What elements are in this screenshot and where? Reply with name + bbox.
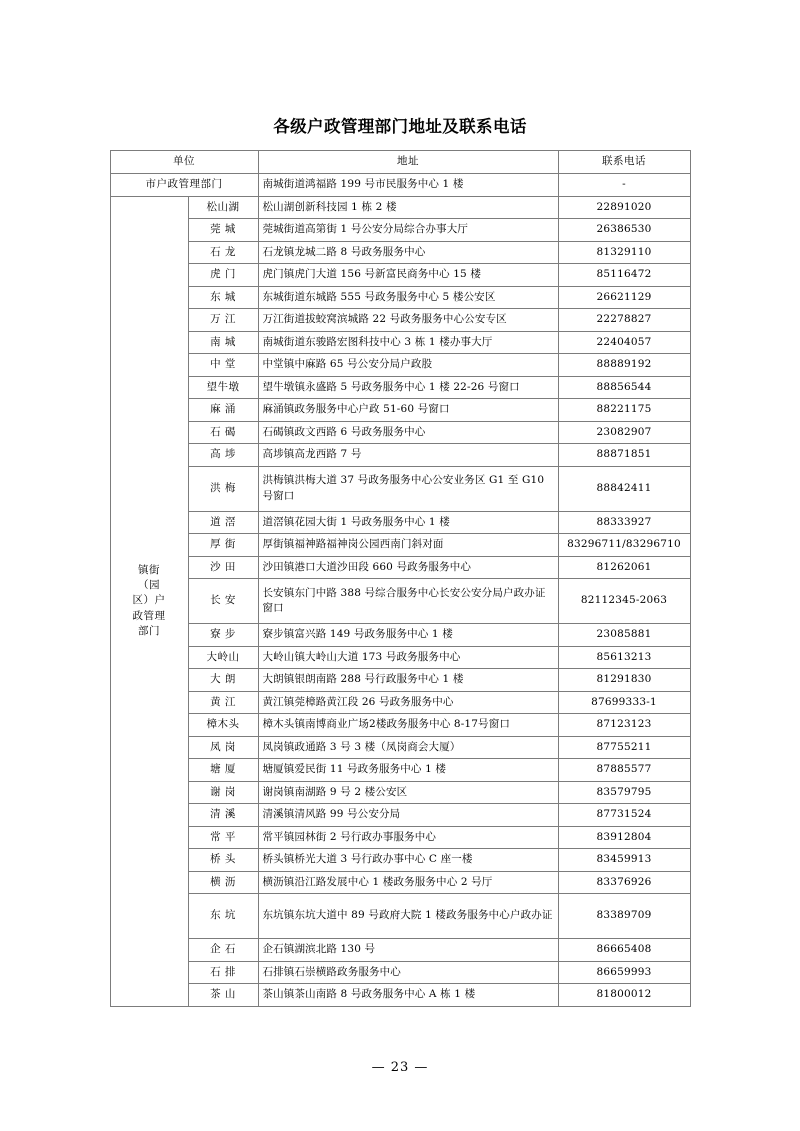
cell-town-name: 虎 门 [188,264,258,287]
cell-telephone: 88889192 [558,354,690,377]
cell-telephone: 23082907 [558,421,690,444]
cell-telephone: 83912804 [558,826,690,849]
cell-address-city: 南城街道鸿福路 199 号市民服务中心 1 楼 [258,174,558,197]
cell-town-name: 长 安 [188,579,258,624]
cell-address: 麻涌镇政务服务中心户政 51-60 号窗口 [258,399,558,422]
page-title: 各级户政管理部门地址及联系电话 [273,117,527,136]
cell-address: 石碣镇政文西路 6 号政务服务中心 [258,421,558,444]
cell-town-name: 谢 岗 [188,781,258,804]
cell-town-name: 洪 梅 [188,466,258,511]
cell-telephone: 26386530 [558,219,690,242]
cell-address: 大岭山镇大岭山大道 173 号政务服务中心 [258,646,558,669]
cell-town-name: 松山湖 [188,196,258,219]
cell-town-name: 清 溪 [188,804,258,827]
table-row [110,961,690,984]
cell-telephone: 23085881 [558,624,690,647]
cell-address: 茶山镇茶山南路 8 号政务服务中心 A 栋 1 楼 [258,984,558,1007]
cell-address: 松山湖创新科技园 1 栋 2 楼 [258,196,558,219]
cell-telephone: 88842411 [558,466,690,511]
cell-town-name: 望牛墩 [188,376,258,399]
cell-address: 凤岗镇政通路 3 号 3 楼（凤岗商会大厦） [258,736,558,759]
cell-telephone: 82112345-2063 [558,579,690,624]
cell-town-name: 沙 田 [188,556,258,579]
column-header-unit: 单位 [110,151,258,174]
cell-town-name: 石 排 [188,961,258,984]
table-row [110,759,690,782]
cell-telephone: 87731524 [558,804,690,827]
cell-town-name: 道 滘 [188,511,258,534]
table-row [110,781,690,804]
table-row [110,309,690,332]
column-header-address: 地址 [258,151,558,174]
cell-town-name: 高 埗 [188,444,258,467]
table-header [110,151,690,174]
table-row [110,849,690,872]
table-row [110,241,690,264]
table-row [110,826,690,849]
cell-telephone: 87699333-1 [558,691,690,714]
cell-town-name: 大 朗 [188,669,258,692]
unit-group-label: 镇街（园区）户政管理部门 [132,563,166,637]
cell-telephone: 88221175 [558,399,690,422]
cell-telephone: 86665408 [558,939,690,962]
table-row-city-level [110,174,690,197]
cell-telephone: 22891020 [558,196,690,219]
cell-telephone: 87123123 [558,714,690,737]
cell-telephone: 81262061 [558,556,690,579]
cell-telephone: 85116472 [558,264,690,287]
table-row [110,354,690,377]
cell-telephone: 88856544 [558,376,690,399]
table-row [110,646,690,669]
table-row [110,984,690,1007]
cell-town-name: 企 石 [188,939,258,962]
cell-town-name: 黄 江 [188,691,258,714]
table-body [110,174,690,1007]
table-row [110,376,690,399]
table-row [110,691,690,714]
table-row [110,444,690,467]
cell-telephone: 83459913 [558,849,690,872]
cell-town-name: 厚 街 [188,534,258,557]
cell-telephone: 83389709 [558,894,690,939]
cell-telephone: 81291830 [558,669,690,692]
cell-town-name: 万 江 [188,309,258,332]
cell-telephone: 26621129 [558,286,690,309]
cell-telephone: 85613213 [558,646,690,669]
cell-telephone: 88333927 [558,511,690,534]
cell-telephone: 22278827 [558,309,690,332]
cell-address: 望牛墩镇永盛路 5 号政务服务中心 1 楼 22-26 号窗口 [258,376,558,399]
table-row [110,894,690,939]
cell-address: 樟木头镇南博商业广场2楼政务服务中心 8-17号窗口 [258,714,558,737]
page-footer: — 23 — [371,1060,429,1075]
table-row [110,624,690,647]
cell-town-name: 大岭山 [188,646,258,669]
cell-address: 高埗镇高龙西路 7 号 [258,444,558,467]
cell-town-name: 中 堂 [188,354,258,377]
cell-address: 寮步镇富兴路 149 号政务服务中心 1 楼 [258,624,558,647]
cell-address: 东坑镇东坑大道中 89 号政府大院 1 楼政务服务中心户政办证 [258,894,558,939]
cell-address: 中堂镇中麻路 65 号公安分局户政股 [258,354,558,377]
table-row [110,804,690,827]
cell-town-name: 南 城 [188,331,258,354]
cell-telephone: 86659993 [558,961,690,984]
cell-telephone: 88871851 [558,444,690,467]
cell-unit-town-group [110,196,188,1006]
cell-address: 大朗镇银朗南路 288 号行政服务中心 1 楼 [258,669,558,692]
cell-address: 谢岗镇南湖路 9 号 2 楼公安区 [258,781,558,804]
cell-town-name: 凤 岗 [188,736,258,759]
table-row [110,399,690,422]
cell-address: 虎门镇虎门大道 156 号新富民商务中心 15 楼 [258,264,558,287]
cell-address: 厚街镇福神路福神岗公园西南门斜对面 [258,534,558,557]
cell-address: 常平镇园林街 2 号行政办事服务中心 [258,826,558,849]
household-registration-offices-table [110,150,691,1007]
cell-unit-city: 市户政管理部门 [110,174,258,197]
table-row [110,286,690,309]
cell-address: 沙田镇港口大道沙田段 660 号政务服务中心 [258,556,558,579]
cell-address: 万江街道拔蛟窝滨城路 22 号政务服务中心公安专区 [258,309,558,332]
cell-town-name: 石 龙 [188,241,258,264]
cell-telephone: 87885577 [558,759,690,782]
cell-address: 清溪镇清风路 99 号公安分局 [258,804,558,827]
table-row [110,556,690,579]
cell-telephone: 83296711/83296710 [558,534,690,557]
cell-address: 塘厦镇爱民街 11 号政务服务中心 1 楼 [258,759,558,782]
cell-address: 南城街道东骏路宏图科技中心 3 栋 1 楼办事大厅 [258,331,558,354]
cell-address: 道滘镇花园大街 1 号政务服务中心 1 楼 [258,511,558,534]
cell-address: 横沥镇沿江路发展中心 1 楼政务服务中心 2 号厅 [258,871,558,894]
table-row [110,331,690,354]
table-row [110,219,690,242]
table-row [110,196,690,219]
cell-town-name: 塘 厦 [188,759,258,782]
cell-town-name: 寮 步 [188,624,258,647]
cell-telephone: 81800012 [558,984,690,1007]
cell-town-name: 茶 山 [188,984,258,1007]
cell-address: 石排镇石崇横路政务服务中心 [258,961,558,984]
table-row [110,466,690,511]
cell-telephone: 22404057 [558,331,690,354]
table-row [110,534,690,557]
cell-town-name: 常 平 [188,826,258,849]
cell-town-name: 石 碣 [188,421,258,444]
cell-address: 东城街道东城路 555 号政务服务中心 5 楼公安区 [258,286,558,309]
cell-town-name: 桥 头 [188,849,258,872]
cell-town-name: 东 坑 [188,894,258,939]
table-row [110,579,690,624]
table-row [110,421,690,444]
table-row [110,669,690,692]
cell-town-name: 麻 涌 [188,399,258,422]
table-row [110,939,690,962]
table-row [110,511,690,534]
cell-address: 企石镇湖滨北路 130 号 [258,939,558,962]
table-row [110,736,690,759]
cell-address: 黄江镇莞樟路黄江段 26 号政务服务中心 [258,691,558,714]
cell-address: 莞城街道高第街 1 号公安分局综合办事大厅 [258,219,558,242]
cell-telephone: 83579795 [558,781,690,804]
cell-telephone: 87755211 [558,736,690,759]
table-row [110,714,690,737]
cell-telephone-city: - [558,174,690,197]
table-row [110,264,690,287]
cell-town-name: 东 城 [188,286,258,309]
cell-town-name: 莞 城 [188,219,258,242]
table-row [110,871,690,894]
cell-address: 桥头镇桥光大道 3 号行政办事中心 C 座一楼 [258,849,558,872]
column-header-telephone: 联系电话 [558,151,690,174]
cell-town-name: 横 沥 [188,871,258,894]
cell-address: 石龙镇龙城二路 8 号政务服务中心 [258,241,558,264]
cell-town-name: 樟木头 [188,714,258,737]
cell-telephone: 81329110 [558,241,690,264]
cell-address: 长安镇东门中路 388 号综合服务中心长安公安分局户政办证窗口 [258,579,558,624]
cell-address: 洪梅镇洪梅大道 37 号政务服务中心公安业务区 G1 至 G10 号窗口 [258,466,558,511]
cell-telephone: 83376926 [558,871,690,894]
